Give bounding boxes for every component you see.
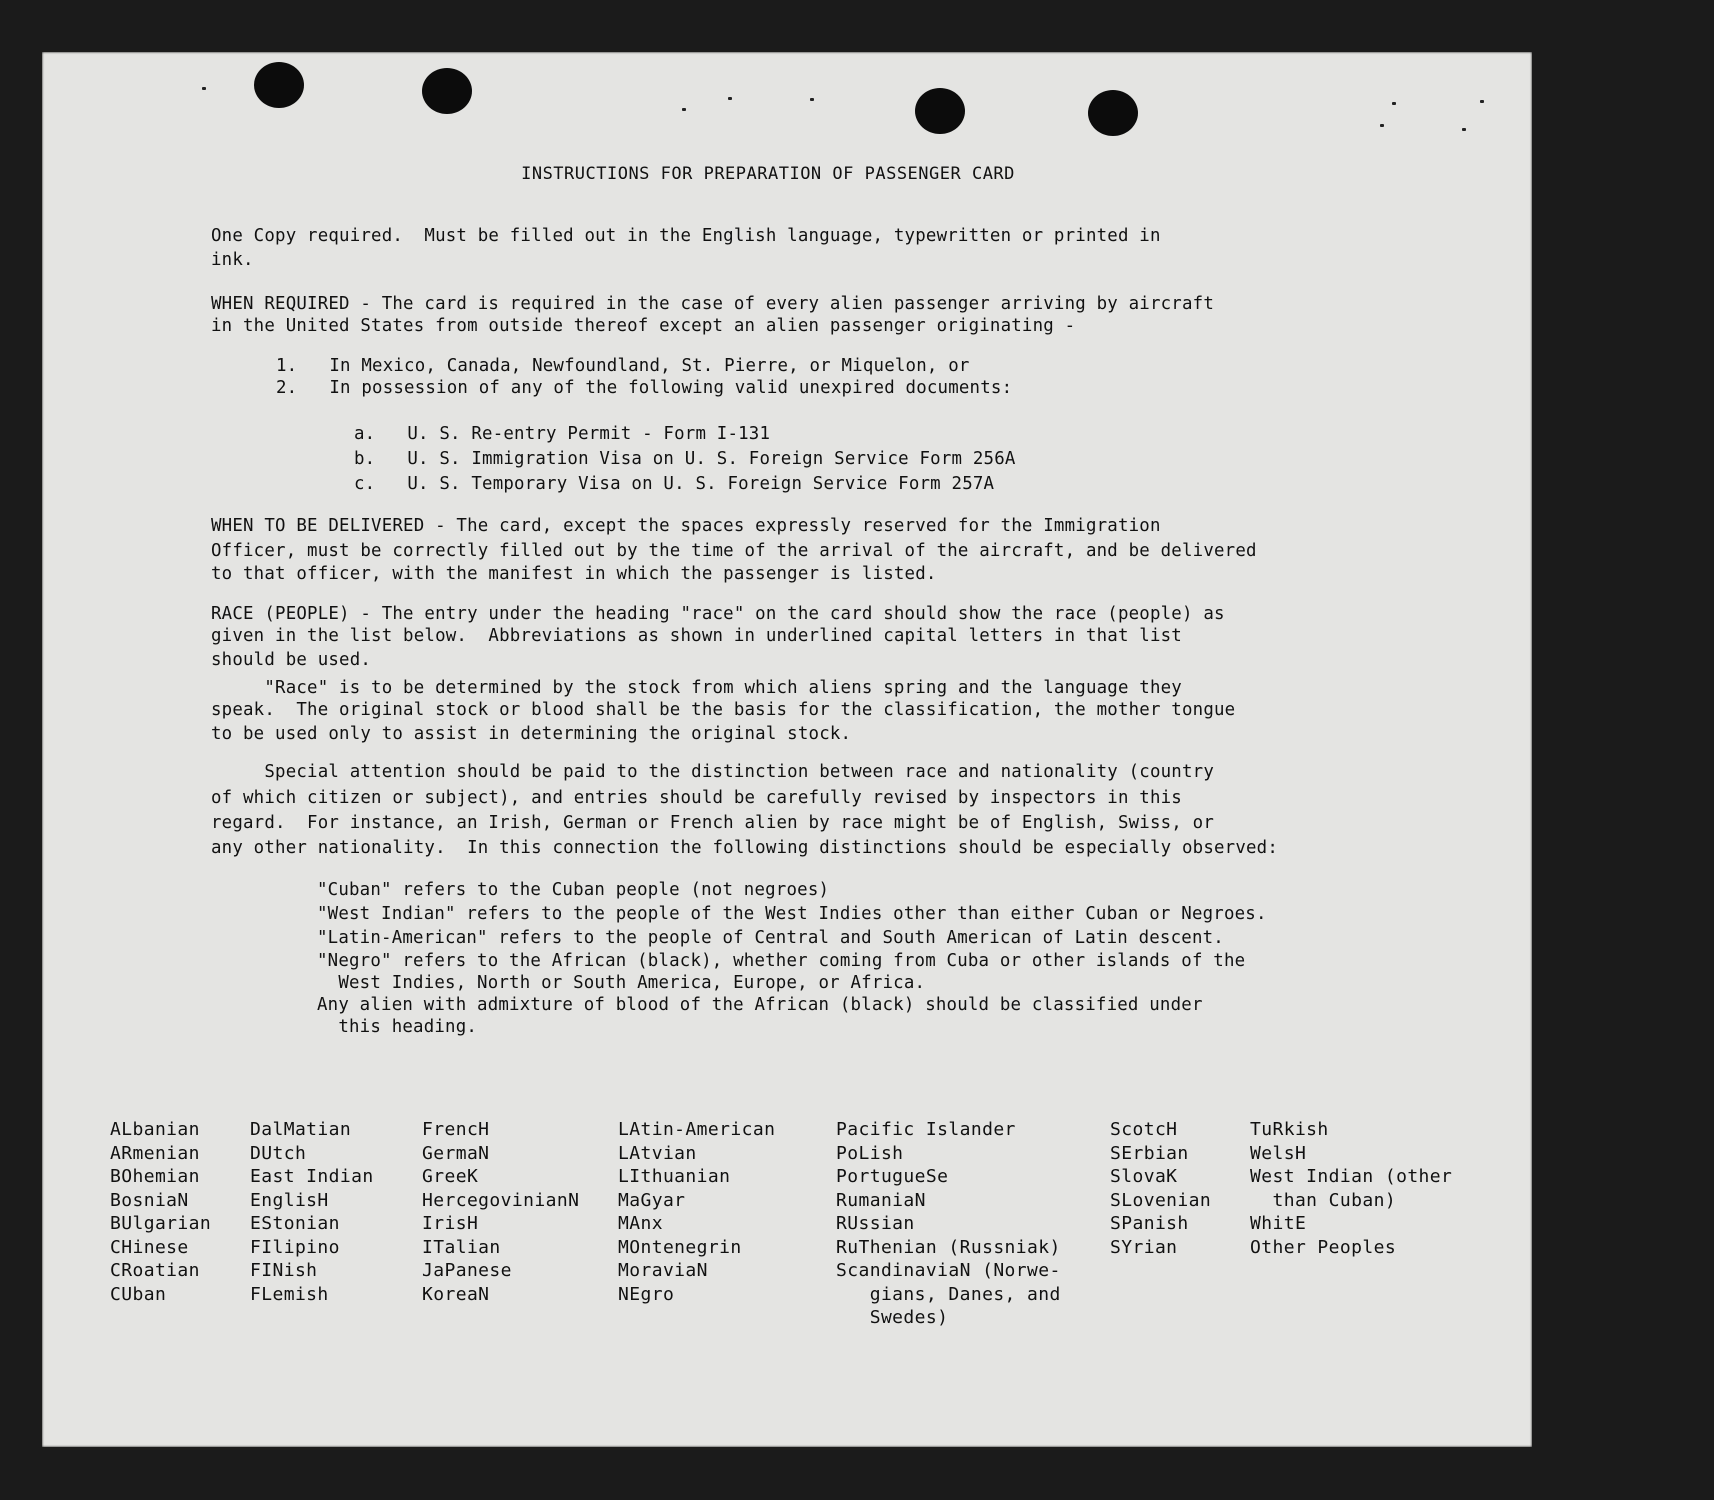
race-item: than Cuban) — [1250, 1189, 1397, 1211]
race-item: West Indian (other — [1250, 1166, 1453, 1187]
distinction-negro-2: West Indies, North or South America, Europe, or Africa. — [317, 973, 926, 993]
race-item: RumaniaN — [836, 1189, 926, 1211]
admixture-line-1: Any alien with admixture of blood of the African (black) should be classified under — [317, 995, 1203, 1015]
race-item: MoraviaN — [618, 1260, 708, 1281]
intro-line-1: One Copy required. Must be filled out in the English language, typewritten or printed in — [211, 226, 1161, 246]
when-delivered-line-1: WHEN TO BE DELIVERED - The card, except the spaces expressly reserved for the Immigration — [211, 516, 1161, 536]
race-item: FIlipino — [250, 1236, 340, 1258]
race-item: SPanish — [1110, 1213, 1189, 1234]
race-item: MAnx — [618, 1213, 663, 1234]
race-item: FLemish — [250, 1283, 329, 1305]
race-item: BOhemian — [110, 1166, 200, 1187]
race-item: TuRkish — [1250, 1119, 1329, 1140]
race-item: Other Peoples — [1250, 1236, 1397, 1258]
punch-hole — [254, 62, 304, 108]
race-item: PoLish — [836, 1142, 904, 1164]
race-item: DUtch — [250, 1142, 307, 1164]
race-item: gians, Danes, and — [836, 1283, 1061, 1305]
page-title: INSTRUCTIONS FOR PREPARATION OF PASSENGER CARD — [521, 164, 1015, 184]
race-item: DalMatian — [250, 1119, 352, 1140]
race-p2-line-2: speak. The original stock or blood shall be the basis for the classification, the mother tongue — [211, 700, 1236, 720]
when-required-line-1: WHEN REQUIRED - The card is required in the case of every alien passenger arriving by aircraft — [211, 294, 1214, 314]
race-line-1: RACE (PEOPLE) - The entry under the heading "race" on the card should show the race (people) as — [211, 604, 1225, 624]
punch-hole — [422, 68, 472, 114]
document-c: c. U. S. Temporary Visa on U. S. Foreign Service Form 257A — [354, 474, 995, 494]
race-item: SYrian — [1110, 1236, 1178, 1258]
admixture-line-2: this heading. — [317, 1017, 478, 1037]
race-item: LIthuanian — [618, 1166, 731, 1187]
race-item: ScotcH — [1110, 1119, 1178, 1140]
punch-hole — [1088, 90, 1138, 136]
race-column-7 — [1250, 1118, 1452, 1259]
distinction-latin-american: "Latin-American" refers to the people of Central and South American of Latin descent. — [317, 928, 1224, 948]
race-item: GreeK — [422, 1166, 479, 1187]
race-item: East Indian — [250, 1166, 374, 1187]
race-item: Swedes) — [836, 1307, 949, 1328]
race-column-6 — [1110, 1118, 1211, 1259]
race-item: ALbanian — [110, 1119, 200, 1140]
race-item: ITalian — [422, 1236, 501, 1258]
race-item: HercegovinianN — [422, 1189, 580, 1211]
race-item: MOntenegrin — [618, 1236, 742, 1258]
distinction-negro-1: "Negro" refers to the African (black), whether coming from Cuba or other islands of the — [317, 951, 1246, 971]
punch-hole — [915, 88, 965, 134]
race-item: FINish — [250, 1260, 318, 1281]
race-item: GermaN — [422, 1142, 490, 1164]
race-column-4 — [618, 1118, 775, 1306]
race-column-3 — [422, 1118, 579, 1306]
when-required-line-2: in the United States from outside thereof except an alien passenger originating - — [211, 316, 1076, 336]
race-item: NEgro — [618, 1283, 675, 1305]
race-item: IrisH — [422, 1213, 479, 1234]
race-p2-line-1: "Race" is to be determined by the stock from which aliens spring and the language they — [211, 678, 1182, 698]
race-column-1 — [110, 1118, 211, 1306]
race-item: MaGyar — [618, 1189, 686, 1211]
race-item: CHinese — [110, 1236, 189, 1258]
race-item: CRoatian — [110, 1260, 200, 1281]
race-p3-line-3: regard. For instance, an Irish, German or French alien by race might be of English, Swiss, or — [211, 813, 1214, 833]
when-delivered-line-2: Officer, must be correctly filled out by the time of the arrival of the aircraft, and be delivered — [211, 541, 1257, 561]
race-p3-line-4: any other nationality. In this connection the following distinctions should be especially observed: — [211, 838, 1279, 858]
exception-item-1: 1. In Mexico, Canada, Newfoundland, St. Pierre, or Miquelon, or — [276, 356, 970, 376]
race-item: CUban — [110, 1283, 167, 1305]
race-column-5 — [836, 1118, 1061, 1330]
document-a: a. U. S. Re-entry Permit - Form I-131 — [354, 424, 771, 444]
race-item: WelsH — [1250, 1142, 1307, 1164]
race-item: EStonian — [250, 1213, 340, 1234]
race-item: SLovenian — [1110, 1189, 1212, 1211]
race-item: BUlgarian — [110, 1213, 212, 1234]
race-line-3: should be used. — [211, 650, 372, 670]
race-p2-line-3: to be used only to assist in determining the original stock. — [211, 724, 852, 744]
race-column-2 — [250, 1118, 374, 1306]
race-item: PortugueSe — [836, 1166, 949, 1187]
race-item: RUssian — [836, 1213, 915, 1234]
race-item: SErbian — [1110, 1142, 1189, 1164]
distinction-cuban: "Cuban" refers to the Cuban people (not negroes) — [317, 880, 830, 900]
race-p3-line-2: of which citizen or subject), and entries should be carefully revised by inspectors in this — [211, 788, 1182, 808]
race-item: Pacific Islander — [836, 1119, 1016, 1140]
race-item: WhitE — [1250, 1213, 1307, 1234]
race-item: EnglisH — [250, 1189, 329, 1211]
race-item: LAtvian — [618, 1142, 697, 1164]
when-delivered-line-3: to that officer, with the manifest in which the passenger is listed. — [211, 564, 937, 584]
document-sheet — [42, 52, 1532, 1447]
race-item: ScandinaviaN (Norwe- — [836, 1260, 1061, 1281]
race-item: RuThenian (Russniak) — [836, 1236, 1061, 1258]
race-item: SlovaK — [1110, 1166, 1178, 1187]
race-line-2: given in the list below. Abbreviations as shown in underlined capital letters in that list — [211, 626, 1182, 646]
distinction-west-indian: "West Indian" refers to the people of the West Indies other than either Cuban or Negroes. — [317, 904, 1267, 924]
document-b: b. U. S. Immigration Visa on U. S. Foreign Service Form 256A — [354, 449, 1016, 469]
race-item: JaPanese — [422, 1260, 512, 1281]
race-item: LAtin-American — [618, 1119, 776, 1140]
race-item: FrencH — [422, 1119, 490, 1140]
exception-item-2: 2. In possession of any of the following valid unexpired documents: — [276, 378, 1013, 398]
race-item: KoreaN — [422, 1283, 490, 1305]
race-item: BosniaN — [110, 1189, 189, 1211]
race-p3-line-1: Special attention should be paid to the distinction between race and nationality (country — [211, 762, 1214, 782]
race-item: ARmenian — [110, 1142, 200, 1164]
intro-line-2: ink. — [211, 250, 254, 270]
